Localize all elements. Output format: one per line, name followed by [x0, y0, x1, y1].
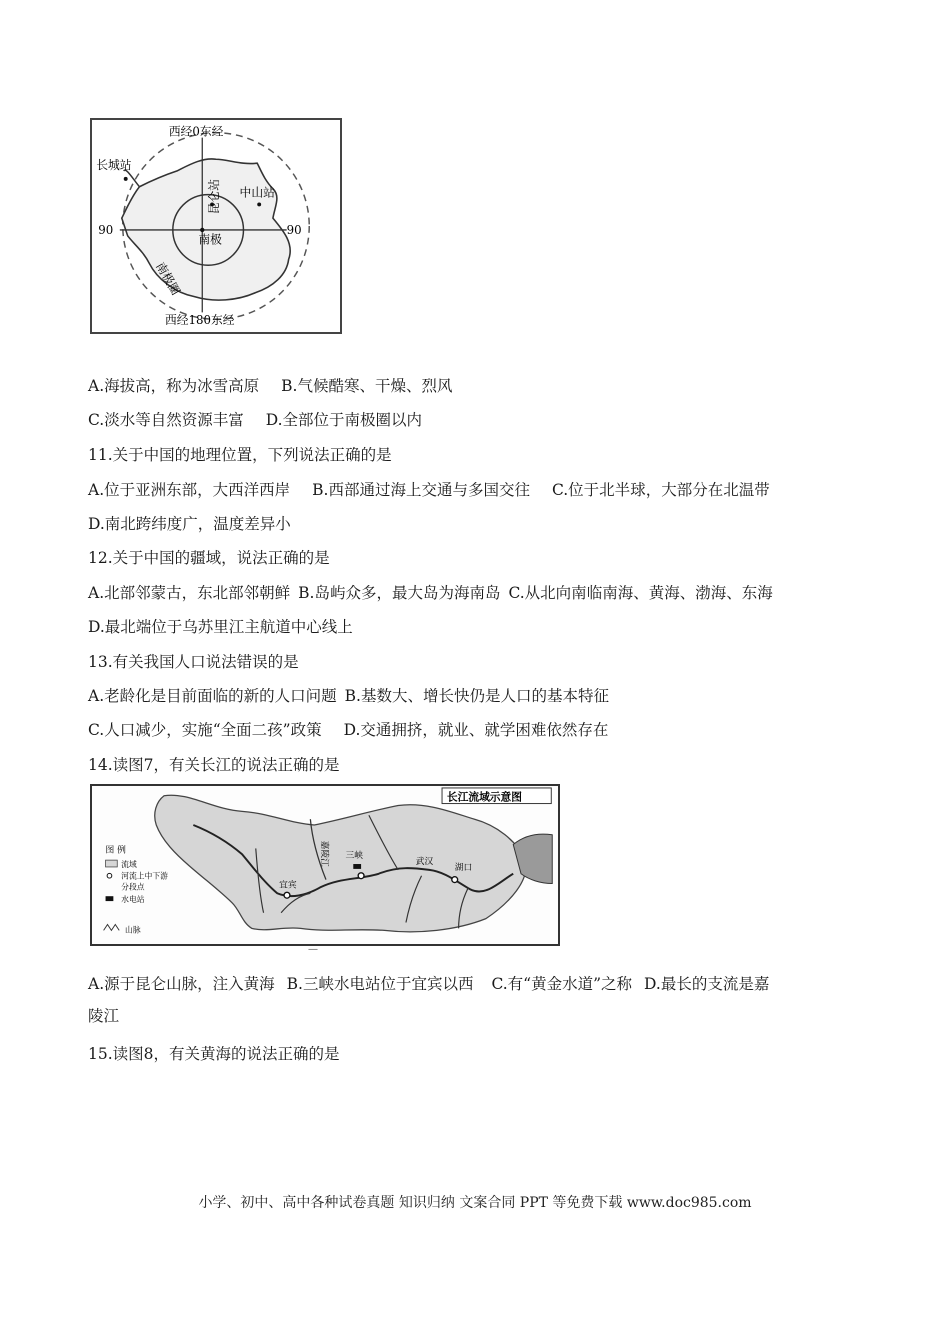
q14-option-b: B.三峡水电站位于宜宾以西 — [286, 975, 474, 993]
q14-option-d: D.最长的支流是嘉 — [644, 975, 770, 993]
q10-options-row1 — [88, 376, 452, 396]
legend-hydro-label: 水电站 — [121, 895, 145, 905]
q15-stem: 15.读图8，有关黄海的说法正确的是 — [88, 1045, 340, 1063]
q11-option-c: C.位于北半球，大部分在北温带 — [551, 481, 770, 499]
changcheng-label: 长城站 — [96, 158, 132, 173]
legend-mountain-label: 山脉 — [125, 925, 141, 935]
q14-stem: 14.读图7，有关长江的说法正确的是 — [88, 756, 340, 774]
q10-option-c: C.淡水等自然资源丰富 — [88, 411, 244, 429]
changcheng-dot — [124, 177, 128, 181]
q14-option-a: A.源于昆仑山脉，注入黄海 — [88, 975, 275, 993]
q10-option-a: A.海拔高，称为冰雪高原 — [88, 377, 260, 395]
legend-mountain-symbol — [104, 924, 120, 930]
jialing-label: 嘉陵江 — [319, 840, 330, 867]
q10-options-row2 — [88, 410, 422, 430]
bottom-label: 西经180东经 — [164, 313, 235, 328]
left-90-label: 90 — [98, 222, 114, 237]
south-pole-label: 南极 — [198, 232, 222, 247]
yibin-point — [284, 892, 290, 898]
kunlun-label: 昆仑站 — [206, 178, 221, 215]
q14-option-d-cont: 陵江 — [88, 1007, 120, 1025]
q10-option-d: D.全部位于南极圈以内 — [265, 411, 423, 429]
yichang-point — [358, 873, 364, 879]
legend-title: 图 例 — [105, 845, 126, 856]
q12-option-d: D.最北端位于乌苏里江主航道中心线上 — [88, 618, 353, 636]
wuhan-label: 武汉 — [415, 857, 434, 868]
q13-option-a: A.老龄化是目前面临的新的人口问题 — [88, 687, 337, 705]
q11-stem: 11.关于中国的地理位置，下列说法正确的是 — [88, 446, 392, 464]
q14-options — [88, 968, 868, 1032]
yibin-label: 宜宾 — [279, 880, 297, 891]
legend-basin-label: 流域 — [121, 859, 137, 869]
hukou-label: 湖口 — [454, 862, 473, 873]
hukou-point — [452, 877, 458, 883]
q11-options-row1 — [88, 480, 770, 500]
yangtze-map-graphic — [92, 786, 558, 944]
legend-divide-label-2: 分段点 — [121, 882, 145, 892]
zhongshan-label: 中山站 — [239, 185, 275, 200]
antarctica-map-graphic — [92, 120, 340, 332]
sanxia-label: 三峡 — [345, 851, 364, 862]
top-label: 西经0东经 — [168, 124, 224, 139]
q11-option-a: A.位于亚洲东部，大西洋西岸 — [88, 481, 291, 499]
q13-option-c: C.人口减少，实施“全面二孩”政策 — [88, 721, 322, 739]
zhongshan-dot — [257, 202, 261, 206]
q11-option-d: D.南北跨纬度广，温度差异小 — [88, 515, 291, 533]
legend-divide-label: 河流上中下游 — [121, 871, 168, 881]
q13-option-b: B.基数大、增长快仍是人口的基本特征 — [344, 687, 609, 705]
q12-option-a: A.北部邻蒙古，东北部邻朝鲜 — [88, 584, 291, 602]
q12-options-row1 — [88, 583, 773, 603]
q12-stem: 12.关于中国的疆域，说法正确的是 — [88, 549, 330, 567]
sanxia-dam-symbol — [353, 864, 361, 869]
q12-option-b: B.岛屿众多，最大岛为海南岛 — [298, 584, 501, 602]
q11-option-b: B.西部通过海上交通与多国交往 — [312, 481, 530, 499]
q13-options-row1 — [88, 686, 609, 706]
antarctica-map — [90, 118, 342, 334]
q13-option-d: D.交通拥挤，就业、就学困难依然存在 — [343, 721, 609, 739]
yangtze-basin-map — [90, 784, 560, 946]
q14-options-row1 — [88, 968, 868, 1000]
south-pole-dot — [200, 228, 204, 232]
figure-number: — — [308, 944, 318, 955]
q10-option-b: B.气候酷寒、干燥、烈风 — [281, 377, 453, 395]
q14-option-c: C.有“黄金水道”之称 — [491, 975, 633, 993]
legend-divide-symbol — [107, 873, 112, 878]
page-footer: 小学、初中、高中各种试卷真题 知识归纳 文案合同 PPT 等免费下载 www.doc985.com — [198, 1195, 752, 1211]
q13-options-row2 — [88, 720, 608, 740]
q13-stem: 13.有关我国人口说法错误的是 — [88, 653, 299, 671]
right-90-label: 90 — [286, 222, 302, 237]
q12-option-c: C.从北向南临南海、黄海、渤海、东海 — [508, 584, 773, 602]
legend-hydro-symbol — [106, 896, 114, 901]
antarctic-circle-label: 南极圈 — [153, 259, 183, 298]
legend-basin-swatch — [106, 860, 118, 867]
map-title: 长江流域示意图 — [446, 790, 522, 804]
